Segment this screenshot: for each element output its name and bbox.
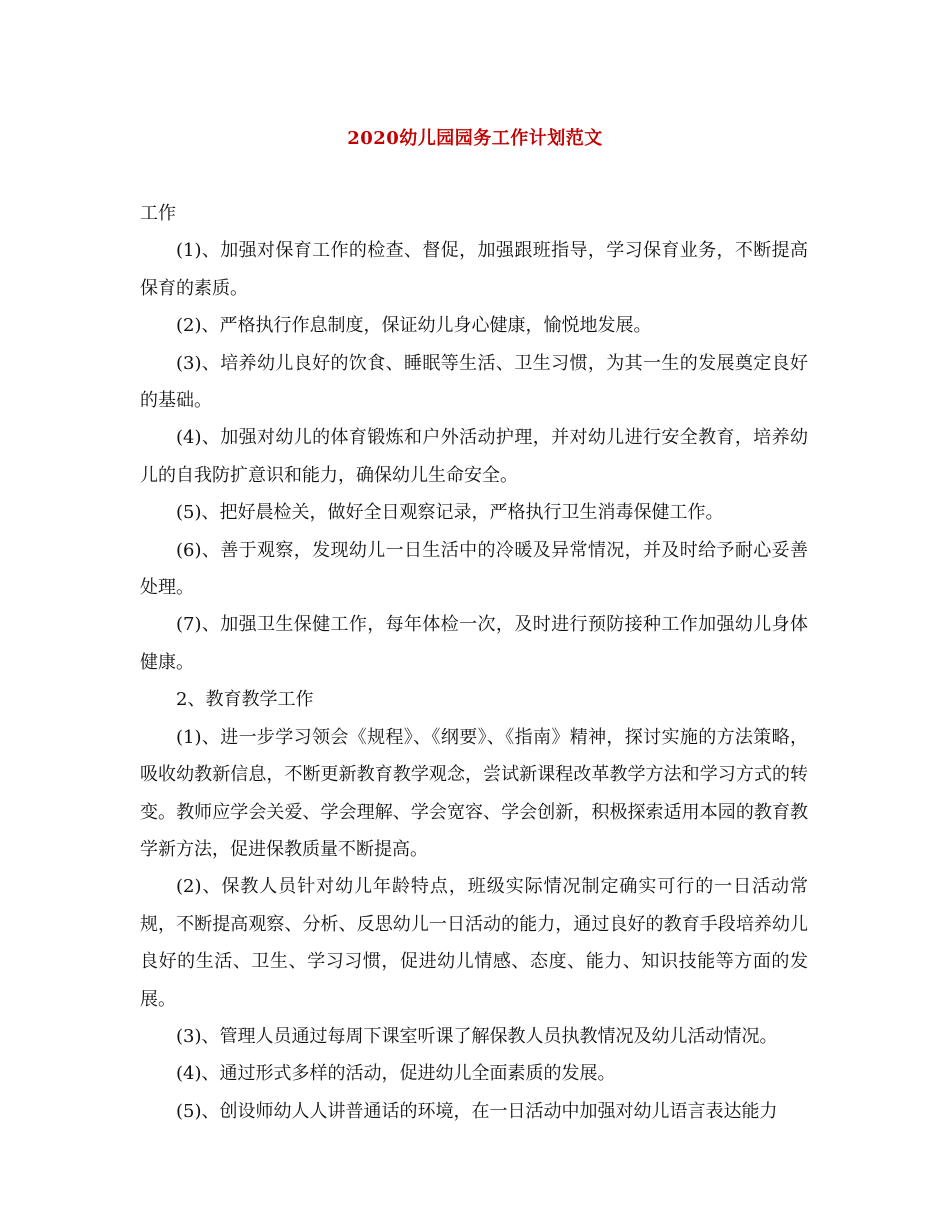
paragraph: (7)、加强卫生保健工作，每年体检一次，及时进行预防接种工作加强幼儿身体健康。 <box>140 614 808 673</box>
paragraph: (3)、培养幼儿良好的饮食、睡眠等生活、卫生习惯，为其一生的发展奠定良好的基础。 <box>140 352 808 412</box>
paragraph: (1)、进一步学习领会《规程》、《纲要》、《指南》精神，探讨实施的方法策略，吸收幼教新信息，不断更新教育教学观念，尝试新课程改革教学方法和学习方式的转变。教师应学会关爱、学会理解、学会宽容、学会创新，积极探索适用本园的教育教学新方法，促进保教质量不断提高。 <box>140 726 808 860</box>
paragraph: (1)、加强对保育工作的检查、督促，加强跟班指导，学习保育业务，不断提高保育的素质。 <box>140 240 808 299</box>
paragraph: (3)、管理人员通过每周下课室听课了解保教人员执教情况及幼儿活动情况。 <box>176 1025 778 1047</box>
paragraph: (4)、通过形式多样的活动，促进幼儿全面素质的发展。 <box>176 1063 616 1085</box>
paragraph: (4)、加强对幼儿的体育锻炼和户外活动护理，并对幼儿进行安全教育，培养幼儿的自我防扩意识和能力，确保幼儿生命安全。 <box>140 427 808 486</box>
paragraph: (2)、严格执行作息制度，保证幼儿身心健康，愉悦地发展。 <box>176 315 652 337</box>
document-title: 2020幼儿园园务工作计划范文 <box>347 128 603 149</box>
section-heading: 2、教育教学工作 <box>176 689 314 711</box>
paragraph: (6)、善于观察，发现幼儿一日生活中的冷暖及异常情况，并及时给予耐心妥善处理。 <box>140 539 808 599</box>
section-heading-fragment: 工作 <box>140 203 176 224</box>
paragraph: (5)、把好晨检关，做好全日观察记录，严格执行卫生消毒保健工作。 <box>176 502 724 524</box>
paragraph: (2)、保教人员针对幼儿年龄特点，班级实际情况制定确实可行的一日活动常规，不断提高观察、分析、反思幼儿一日活动的能力，通过良好的教育手段培养幼儿良好的生活、卫生、学习习惯，促进幼儿情感、态度、能力、知识技能等方面的发展。 <box>140 876 808 1010</box>
document-body <box>140 195 808 1130</box>
paragraph: (5)、创设师幼人人讲普通话的环境，在一日活动中加强对幼儿语言表达能力 <box>176 1100 778 1122</box>
